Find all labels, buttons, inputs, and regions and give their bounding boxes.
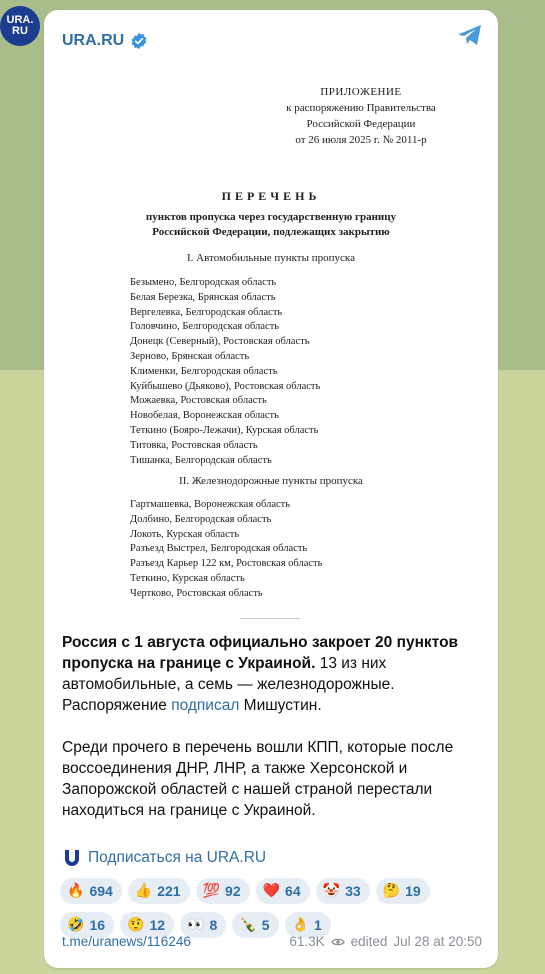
doc-subtitle	[44, 210, 498, 240]
doc-list-item: Локоть, Курская область	[130, 528, 240, 540]
ok-hand-icon: 👌	[291, 917, 309, 933]
doc-subtitle-line: Российской Федерации, подлежащих закрытию	[152, 226, 390, 238]
doc-list-rail	[130, 498, 322, 602]
doc-list-item: Новобелая, Воронежская область	[130, 410, 279, 422]
doc-list-item: Чертково, Ростовская область	[130, 587, 263, 599]
message-footer	[62, 934, 482, 949]
reactions-row	[60, 878, 490, 904]
doc-list-item: Тишанка, Белгородская область	[130, 454, 272, 466]
doc-list-item: Можаевка, Ростовская область	[130, 395, 267, 407]
reaction-count: 694	[89, 883, 113, 899]
reaction-heart[interactable]	[256, 878, 310, 904]
reaction-hundred[interactable]	[196, 878, 250, 904]
message-header	[62, 32, 148, 50]
message-paragraph-2: Среди прочего в перечень вошли КПП, которые после воссоединения ДНР, ЛНР, а также Херсонской и Запорожской областей с нашей страной перестали находиться на границе с Украиной.	[62, 739, 454, 819]
doc-list-auto	[130, 276, 320, 468]
doc-list-item: Безымено, Белгородская область	[130, 277, 277, 288]
reaction-count: 5	[261, 917, 270, 933]
reaction-fire[interactable]	[60, 878, 122, 904]
reaction-count: 221	[157, 883, 181, 899]
doc-section-title: I. Автомобильные пункты пропуска	[187, 252, 355, 264]
reaction-count: 33	[345, 883, 361, 899]
share-icon[interactable]	[456, 22, 484, 48]
reaction-thumbs-up[interactable]	[128, 878, 190, 904]
doc-list-item: Вергелевка, Белгородская область	[130, 306, 283, 318]
message-bubble	[44, 10, 498, 968]
doc-appendix-line: от 26 июля 2025 г. № 2011-р	[295, 134, 427, 146]
eye-icon	[331, 937, 345, 947]
reaction-thinking[interactable]	[376, 878, 430, 904]
reaction-clown[interactable]	[316, 878, 370, 904]
channel-avatar[interactable]	[0, 6, 40, 46]
message-bold-text: Россия с 1 августа официально закроет 20 пунктов пропуска на границе с Украиной.	[62, 634, 459, 672]
signed-link[interactable]: подписал	[171, 697, 240, 714]
ura-logo-icon	[62, 848, 82, 868]
avatar-text-line1: URA.	[6, 14, 34, 26]
clown-icon: 🤡	[322, 883, 341, 899]
doc-list-item: Клименки, Белгородская область	[130, 365, 278, 377]
message-text-part: 13 из них автомобильные, а семь — железнодорожные. Распоряжение	[62, 655, 395, 714]
reaction-count: 1	[313, 917, 322, 933]
doc-appendix	[44, 84, 498, 148]
champagne-icon: 🍾	[239, 917, 257, 933]
laughing-icon: 🤣	[67, 917, 85, 933]
doc-list-item: Донецк (Северный), Ростовская область	[130, 336, 310, 348]
raised-eyebrow-icon: 🤨	[127, 917, 145, 933]
reaction-count: 16	[89, 917, 106, 933]
thumbs-up-icon: 👍	[134, 883, 153, 899]
document-image[interactable]	[44, 64, 498, 624]
doc-list-item: Титовка, Ростовская область	[130, 439, 258, 451]
verified-icon	[130, 32, 148, 50]
fire-icon: 🔥	[67, 883, 85, 899]
doc-list-item: Разъезд Карьер 122 км, Ростовская область	[130, 558, 323, 570]
message-timestamp: Jul 28 at 20:50	[393, 934, 482, 949]
doc-appendix-line: к распоряжению Правительства	[286, 102, 436, 114]
reaction-count: 8	[209, 917, 218, 933]
hundred-icon: 💯	[202, 883, 221, 899]
doc-divider	[240, 618, 300, 619]
doc-list-item: Теткино, Курская область	[130, 572, 245, 584]
message-paragraph-1	[62, 632, 490, 716]
doc-list-item: Головчино, Белгородская область	[130, 321, 280, 333]
reaction-count: 64	[285, 883, 301, 899]
doc-list-item: Разъезд Выстрел, Белгородская область	[130, 543, 308, 555]
message-text	[62, 632, 490, 821]
heart-icon: ❤️	[262, 883, 281, 899]
eyes-icon: 👀	[187, 917, 205, 933]
doc-list-item: Долбино, Белгородская область	[130, 513, 272, 525]
doc-list-item: Гартмашевка, Воронежская область	[130, 499, 291, 510]
doc-section-title: II. Железнодорожные пункты пропуска	[179, 475, 363, 487]
post-link[interactable]: t.me/uranews/116246	[62, 934, 191, 949]
doc-appendix-line: Российской Федерации	[306, 118, 416, 130]
doc-heading: ПЕРЕЧЕНЬ	[221, 189, 321, 203]
message-meta	[289, 934, 482, 949]
views-count: 61.3K	[289, 934, 325, 949]
doc-subtitle-line: пунктов пропуска через государственную границу	[145, 211, 397, 223]
subscribe-link[interactable]	[62, 848, 266, 868]
avatar-text-line2: RU	[12, 25, 28, 37]
doc-list-item: Белая Березка, Брянская область	[130, 291, 276, 303]
message-text-part: Мишустин.	[239, 697, 322, 714]
reaction-count: 92	[225, 883, 241, 899]
reaction-count: 19	[405, 883, 421, 899]
subscribe-label[interactable]: Подписаться на URA.RU	[88, 849, 267, 866]
doc-list-item: Теткино (Бояро-Лежачи), Курская область	[130, 424, 319, 436]
doc-list-item: Куйбышево (Дьяково), Ростовская область	[130, 380, 321, 392]
doc-appendix-title: ПРИЛОЖЕНИЕ	[320, 86, 402, 98]
reaction-count: 12	[149, 917, 166, 933]
edited-label: edited	[350, 934, 388, 949]
doc-list-item: Зерново, Брянская область	[130, 350, 250, 362]
channel-name[interactable]: URA.RU	[62, 32, 125, 49]
thinking-icon: 🤔	[382, 883, 401, 899]
